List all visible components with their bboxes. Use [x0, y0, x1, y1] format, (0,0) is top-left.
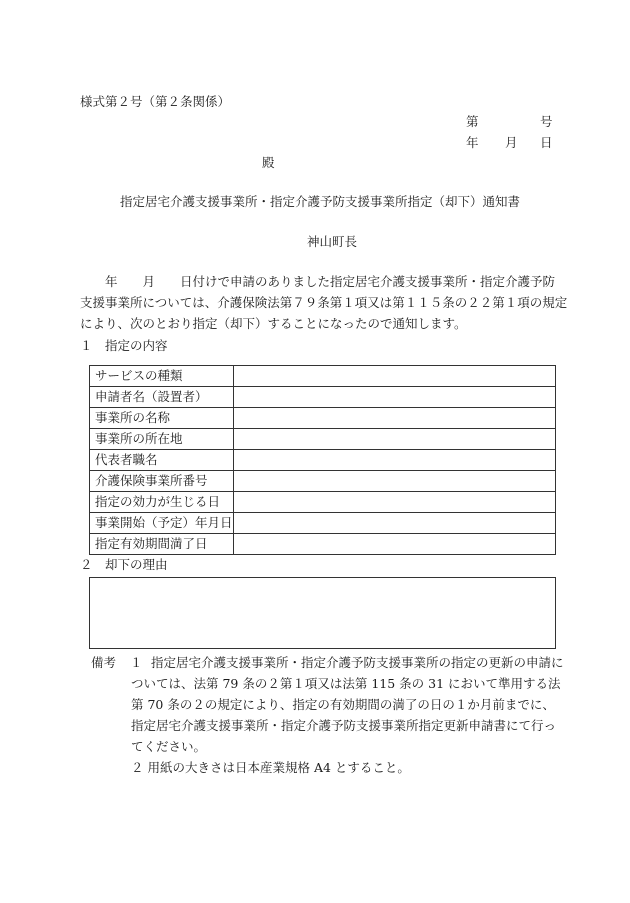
note2: ２ 用紙の大きさは日本産業規格 A4 とすること。: [131, 760, 410, 775]
note1-line-2: ついては、法第 79 条の２第１項又は法第 115 条の 31 において準用する法: [131, 676, 561, 691]
row-label: 代表者職名: [90, 450, 234, 471]
row-value: [233, 450, 555, 471]
row-value: [233, 534, 555, 555]
date-day: 日: [540, 135, 553, 150]
table-row: [90, 366, 556, 387]
note1-line-3: 第 70 条の２の規定により、指定の有効期間の満了の日の１か月前までに、: [131, 697, 555, 712]
row-label: 指定有効期間満了日: [90, 534, 234, 555]
rejection-reason-box: [89, 577, 556, 649]
row-label: 指定の効力が生じる日: [90, 492, 234, 513]
date-year: 年: [466, 135, 479, 150]
table-row: [90, 408, 556, 429]
document-title: 指定居宅介護支援事業所・指定介護予防支援事業所指定（却下）通知書: [120, 194, 521, 209]
number-suffix: 号: [540, 114, 553, 129]
addressee: 殿: [262, 155, 275, 170]
section2-heading: ２ 却下の理由: [80, 557, 168, 572]
row-value: [233, 471, 555, 492]
row-value: [233, 366, 555, 387]
table-row: [90, 492, 556, 513]
number-prefix: 第: [466, 114, 479, 129]
body-line-3: により、次のとおり指定（却下）することになったので通知します。: [80, 316, 467, 331]
row-value: [233, 408, 555, 429]
issuer: 神山町長: [307, 234, 358, 249]
note1-line-4: 指定居宅介護支援事業所・指定介護予防支援事業所指定更新申請書にて行っ: [131, 718, 557, 733]
table-row: [90, 387, 556, 408]
note1-line-1: 指定居宅介護支援事業所・指定介護予防支援事業所の指定の更新の申請に: [151, 655, 564, 670]
notes-label: 備考: [91, 655, 117, 670]
row-label: 事業所の名称: [90, 408, 234, 429]
body-line-2: 支援事業所については、介護保険法第７９条第１項又は第１１５条の２２第１項の規定: [80, 295, 568, 310]
designation-table: [89, 365, 556, 555]
row-value: [233, 429, 555, 450]
note1-line-5: てください。: [131, 739, 207, 754]
table-row: [90, 534, 556, 555]
row-label: 事業開始（予定）年月日: [90, 513, 234, 534]
section1-heading: １ 指定の内容: [80, 338, 168, 353]
note1-number: １: [130, 655, 143, 670]
row-value: [233, 513, 555, 534]
row-label: 事業所の所在地: [90, 429, 234, 450]
body-line-1: 年 月 日付けで申請のありました指定居宅介護支援事業所・指定介護予防: [80, 274, 556, 289]
table-row: [90, 429, 556, 450]
form-label: 様式第２号（第２条関係）: [80, 94, 231, 109]
table-row: [90, 513, 556, 534]
row-label: 介護保険事業所番号: [90, 471, 234, 492]
row-label: 申請者名（設置者）: [90, 387, 234, 408]
row-value: [233, 492, 555, 513]
date-month: 月: [505, 135, 518, 150]
row-value: [233, 387, 555, 408]
table-row: [90, 471, 556, 492]
table-row: [90, 450, 556, 471]
row-label: サービスの種類: [90, 366, 234, 387]
